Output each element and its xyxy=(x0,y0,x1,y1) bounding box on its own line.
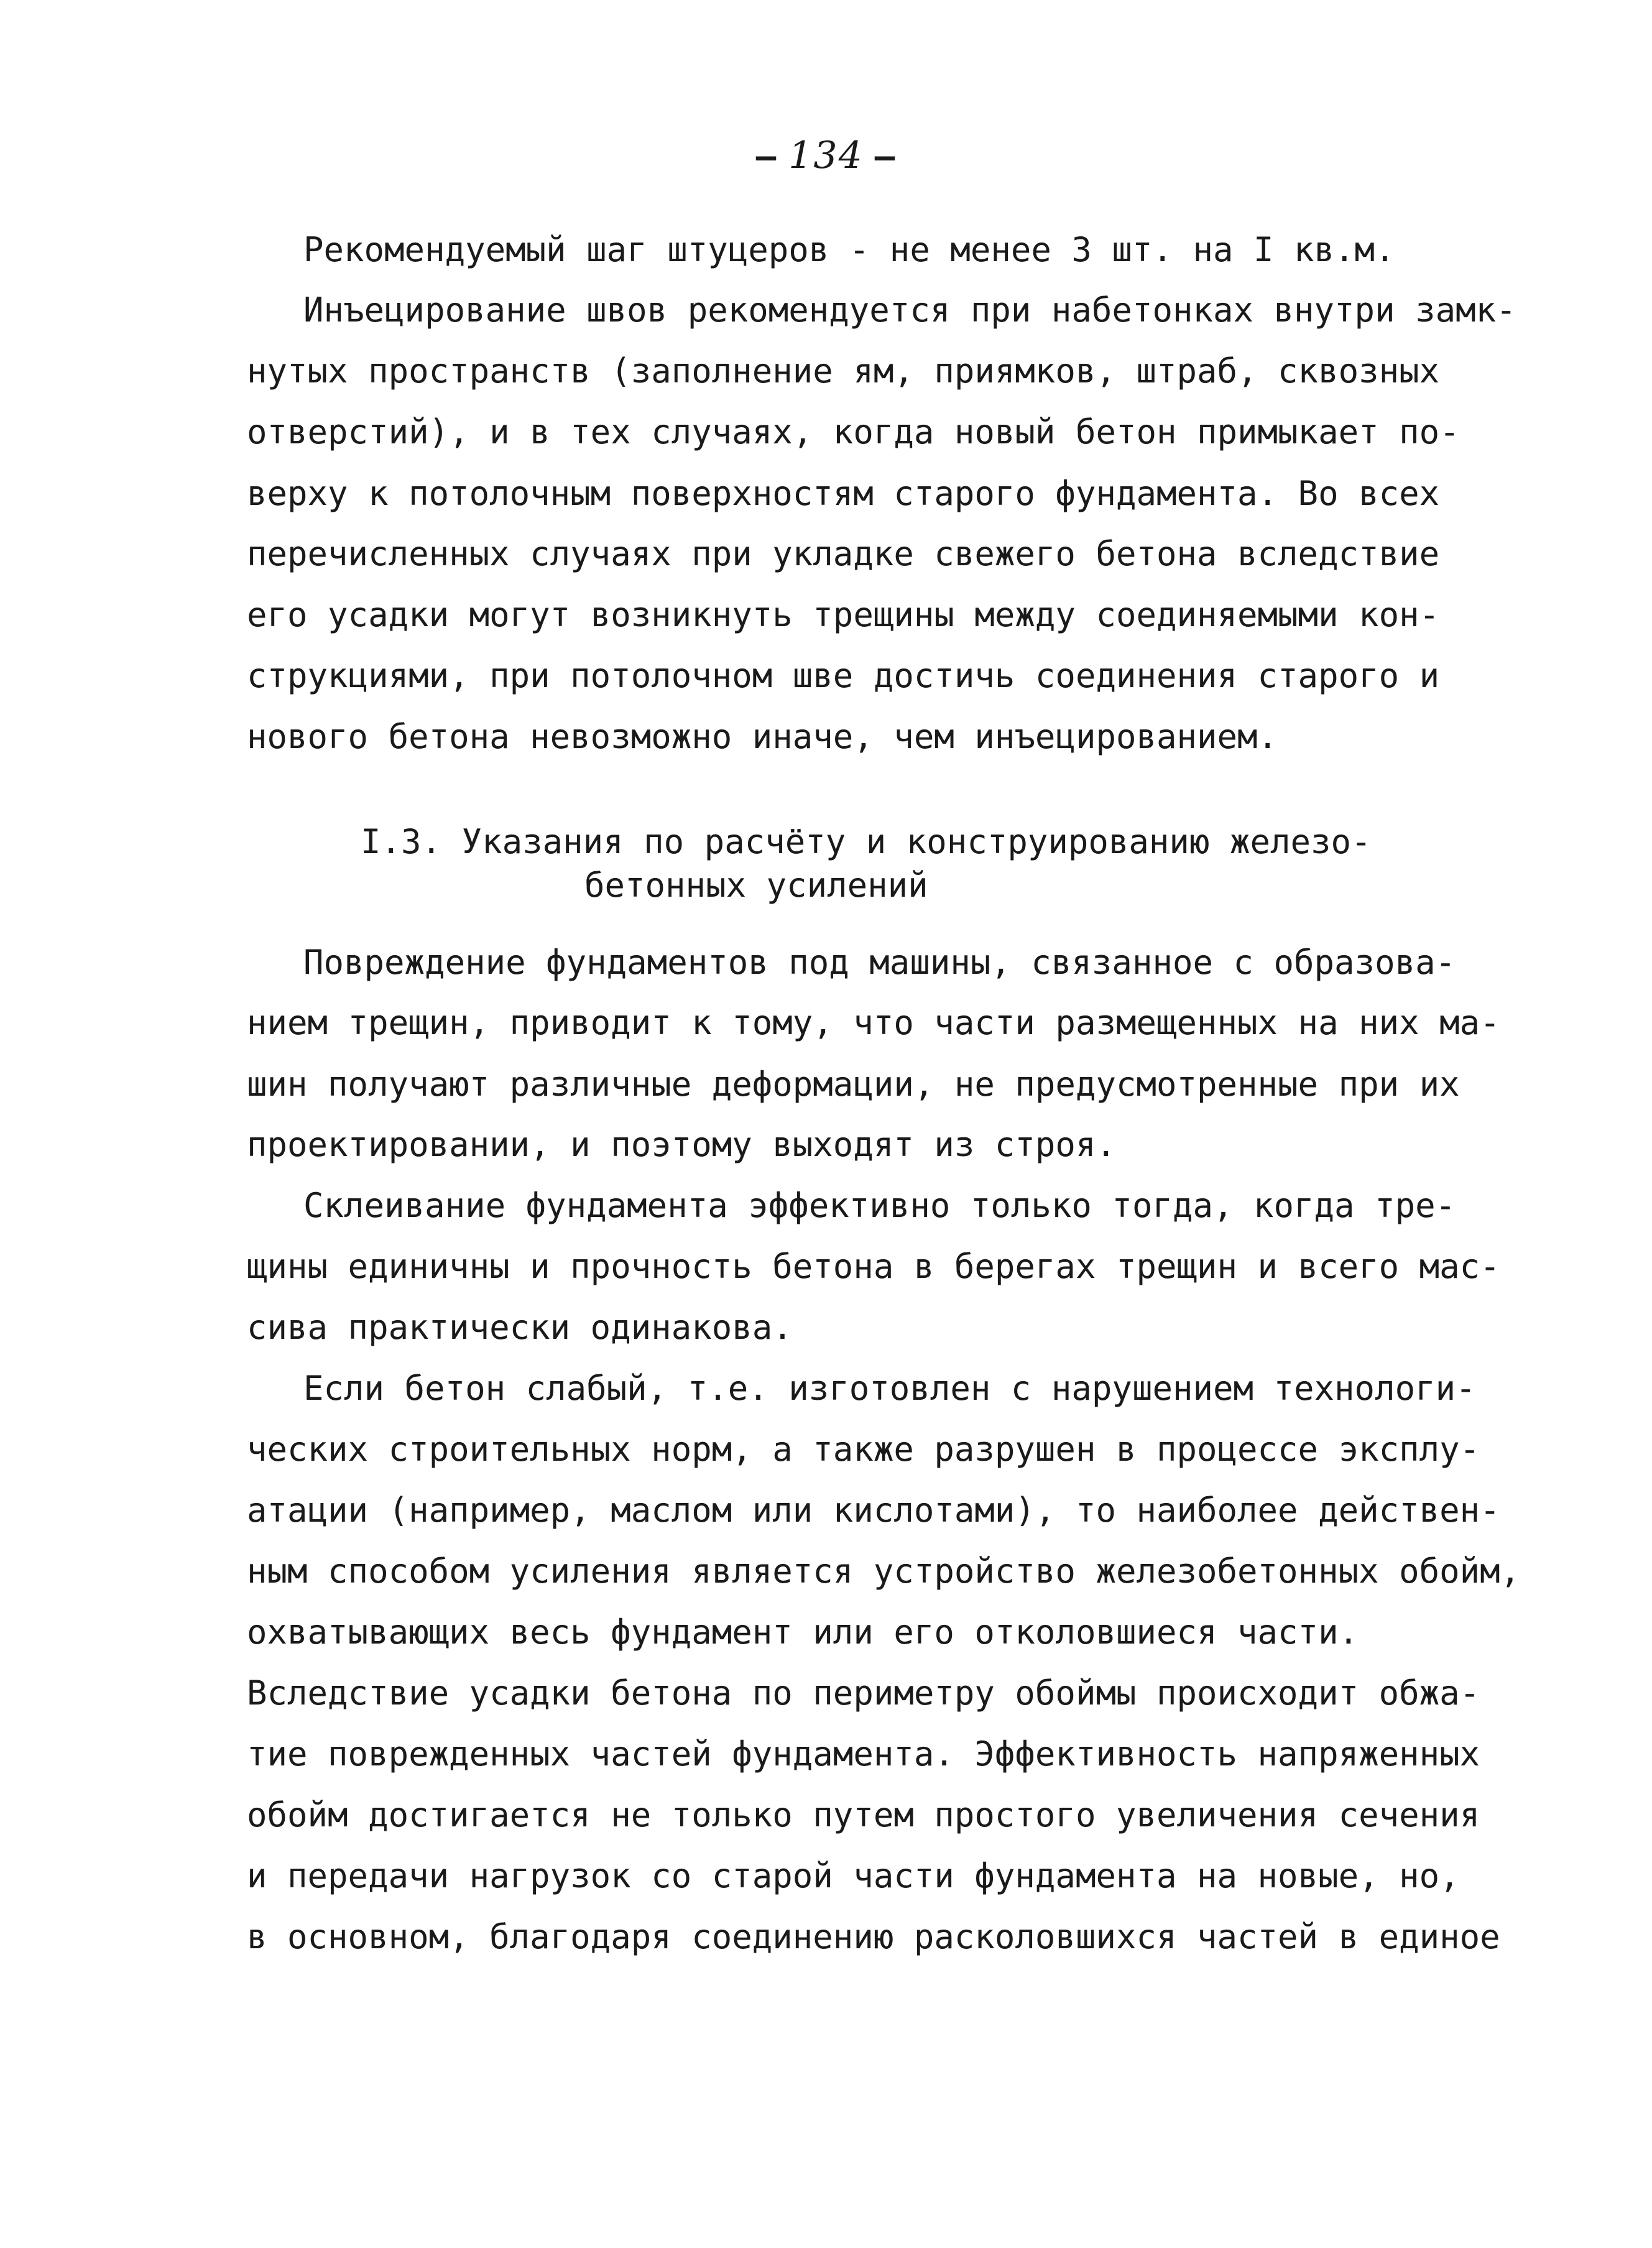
paragraph1-line-1: Рекомендуемый шаг штуцеров - не менее 3 шт. на I кв.м. xyxy=(303,230,1395,269)
paragraph1-line-6: перечисленных случаях при укладке свежего бетона вследствие xyxy=(247,534,1440,573)
section-heading-line-2: бетонных усилений xyxy=(584,866,928,905)
paragraph4-line-4: ным способом усиления является устройство железобетонных обойм, xyxy=(247,1552,1521,1591)
paragraph4-line-2: ческих строительных норм, а также разрушен в процессе эксплу- xyxy=(247,1430,1480,1469)
paragraph4-line-1: Если бетон слабый, т.е. изготовлен с нарушением технологи- xyxy=(303,1369,1476,1408)
paragraph4-line-8: обойм достигается не только путем простого увеличения сечения xyxy=(247,1795,1480,1834)
paragraph4-line-6: Вследствие усадки бетона по периметру обоймы происходит обжа- xyxy=(247,1673,1480,1713)
page-number xyxy=(0,134,1652,177)
page-number-left-dash: – xyxy=(755,137,778,176)
section-heading-line-1: I.3. Указания по расчёту и конструированию железо- xyxy=(361,822,1372,861)
page-number-value: 134 xyxy=(788,134,864,177)
paragraph4-line-3: атации (например, маслом или кислотами), то наиболее действен- xyxy=(247,1491,1500,1530)
paragraph3-line-2: щины единичны и прочность бетона в берегах трещин и всего мас- xyxy=(247,1247,1500,1286)
paragraph3-line-1: Склеивание фундамента эффективно только тогда, когда тре- xyxy=(303,1186,1456,1225)
paragraph4-line-7: тие поврежденных частей фундамента. Эффективность напряженных xyxy=(247,1734,1480,1774)
paragraph1-line-8: струкциями, при потолочном шве достичь соединения старого и xyxy=(247,656,1440,695)
paragraph2-line-3: шин получают различные деформации, не предусмотренные при их xyxy=(247,1065,1460,1104)
paragraph1-line-7: его усадки могут возникнуть трещины между соединяемыми кон- xyxy=(247,595,1440,634)
paragraph1-line-4: отверстий), и в тех случаях, когда новый бетон примыкает по- xyxy=(247,412,1460,451)
paragraph2-line-1: Повреждение фундаментов под машины, связанное с образова- xyxy=(303,943,1456,982)
paragraph1-line-2: Инъецирование швов рекомендуется при набетонках внутри замк- xyxy=(303,290,1516,330)
paragraph1-line-3: нутых пространств (заполнение ям, приямков, штраб, сквозных xyxy=(247,351,1440,391)
paragraph1-line-5: верху к потолочным поверхностям старого фундамента. Во всех xyxy=(247,474,1440,513)
paragraph3-line-3: сива практически одинакова. xyxy=(247,1308,793,1347)
paragraph1-line-9: нового бетона невозможно иначе, чем инъецированием. xyxy=(247,717,1278,756)
paragraph4-line-9: и передачи нагрузок со старой части фундамента на новые, но, xyxy=(247,1856,1460,1895)
paragraph2-line-4: проектировании, и поэтому выходят из строя. xyxy=(247,1125,1116,1164)
paragraph2-line-2: нием трещин, приводит к тому, что части размещенных на них ма- xyxy=(247,1003,1500,1042)
paragraph4-line-5: охватывающих весь фундамент или его отколовшиеся части. xyxy=(247,1612,1359,1652)
paragraph4-line-10: в основном, благодаря соединению расколовшихся частей в единое xyxy=(247,1917,1500,1956)
page-number-right-dash: – xyxy=(874,137,897,176)
